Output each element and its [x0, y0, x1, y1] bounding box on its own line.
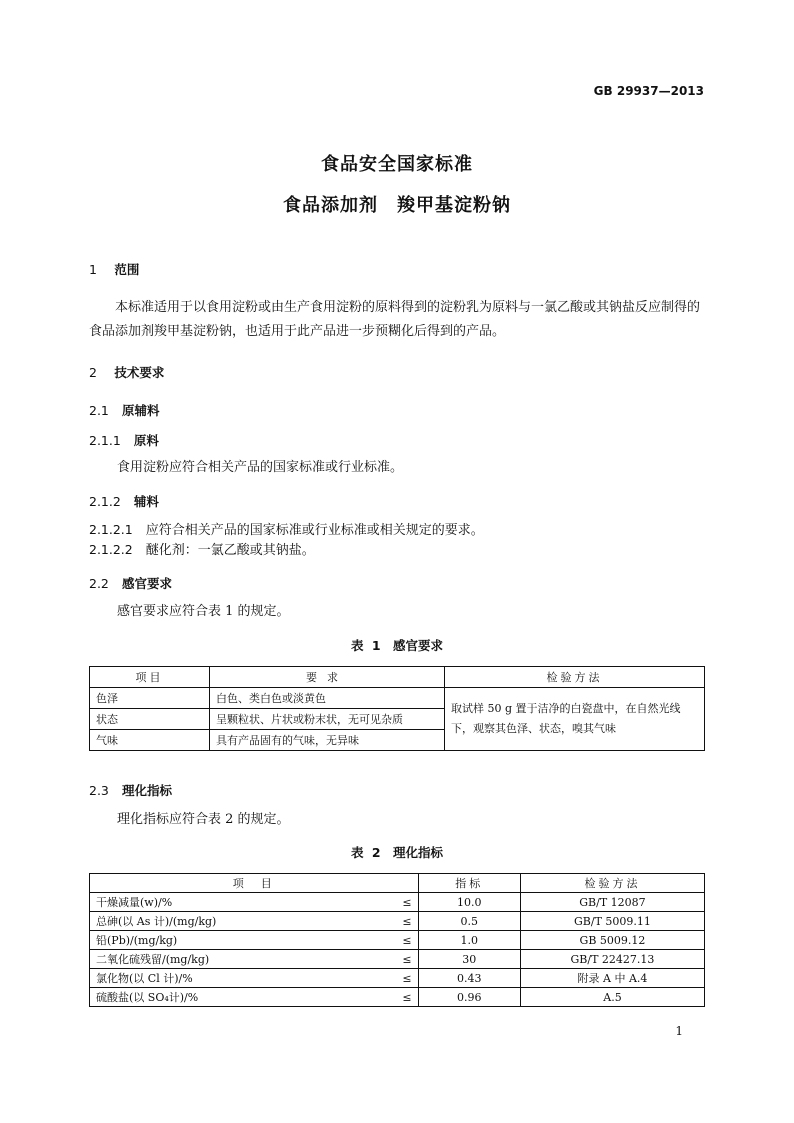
table-cell: ≤: [396, 893, 418, 912]
table-cell: 0.96: [418, 988, 520, 1007]
table-cell: 0.43: [418, 969, 520, 988]
section-2-1-1-heading: 2.1.1 原料: [89, 433, 159, 448]
table-header-cell: 要求: [210, 667, 445, 688]
table-cell: ≤: [396, 931, 418, 950]
table-cell: 0.5: [418, 912, 520, 931]
table-cell: 白色、类白色或淡黄色: [210, 688, 445, 709]
table-cell: 干燥减量(w)/%: [90, 893, 397, 912]
table-row: [90, 912, 705, 931]
doc-title-main: 食品安全国家标准: [321, 154, 473, 175]
table-row: [90, 969, 705, 988]
page-number: 1: [675, 1024, 683, 1038]
table-cell: 总砷(以 As 计)/(mg/kg): [90, 912, 397, 931]
table-cell: 气味: [90, 730, 210, 751]
table-cell: 呈颗粒状、片状或粉末状，无可见杂质: [210, 709, 445, 730]
table-cell: 1.0: [418, 931, 520, 950]
table-cell: 状态: [90, 709, 210, 730]
table-header-row: [90, 667, 705, 688]
table-cell: 铅(Pb)/(mg/kg): [90, 931, 397, 950]
table-cell: 具有产品固有的气味，无异味: [210, 730, 445, 751]
table-cell: 附录 A 中 A.4: [520, 969, 704, 988]
table-cell: ≤: [396, 969, 418, 988]
table-cell: 硫酸盐(以 SO₄计)/%: [90, 988, 397, 1007]
physicochemical-table: [89, 873, 705, 1007]
table-1-caption: 表 1 感官要求: [350, 638, 444, 653]
table-cell: 色泽: [90, 688, 210, 709]
table-cell: 氯化物(以 Cl 计)/%: [90, 969, 397, 988]
table-2-caption: 表 2 理化指标: [350, 845, 444, 860]
table-cell: ≤: [396, 950, 418, 969]
table-cell: 10.0: [418, 893, 520, 912]
section-2-1-2-2: 2.1.2.2 醚化剂：一氯乙酸或其钠盐。: [89, 542, 315, 558]
table-row: [90, 893, 705, 912]
section-2-1-2-heading: 2.1.2 辅料: [89, 494, 159, 509]
section-2-2-body: 感官要求应符合表 1 的规定。: [117, 604, 290, 619]
sensory-table: [89, 666, 705, 751]
section-2-1-heading: 2.1 原辅料: [89, 403, 160, 418]
table-cell: A.5: [520, 988, 704, 1007]
section-2-2-heading: 2.2 感官要求: [89, 576, 172, 591]
table-cell: ≤: [396, 988, 418, 1007]
table-cell: GB/T 5009.11: [520, 912, 704, 931]
table-header-cell: 项目: [90, 667, 210, 688]
table-row: [90, 988, 705, 1007]
table-header-cell: 检验方法: [445, 667, 705, 688]
table-header-cell: 检验方法: [520, 874, 704, 893]
table-row: [90, 688, 705, 709]
table-header-row: [90, 874, 705, 893]
table-header-cell: 指标: [418, 874, 520, 893]
section-2-3-heading: 2.3 理化指标: [89, 783, 172, 798]
doc-title-sub: 食品添加剂 羧甲基淀粉钠: [283, 195, 511, 216]
section-2-1-2-1: 2.1.2.1 应符合相关产品的国家标准或行业标准或相关规定的要求。: [89, 522, 484, 538]
section-1-heading: 1 范围: [89, 262, 140, 277]
table-cell: GB 5009.12: [520, 931, 704, 950]
table-row: [90, 931, 705, 950]
table-cell-method: 取试样 50 g 置于洁净的白瓷盘中，在自然光线下，观察其色泽、状态，嗅其气味: [445, 688, 705, 751]
table-cell: GB/T 22427.13: [520, 950, 704, 969]
table-cell: 30: [418, 950, 520, 969]
section-1-body: 本标准适用于以食用淀粉或由生产食用淀粉的原料得到的淀粉乳为原料与一氯乙酸或其钠盐反应制得的食品添加剂羧甲基淀粉钠，也适用于此产品进一步预糊化后得到的产品。: [89, 300, 701, 339]
section-2-1-1-body: 食用淀粉应符合相关产品的国家标准或行业标准。: [117, 460, 404, 475]
standard-id: GB 29937—2013: [593, 84, 704, 98]
section-2-3-body: 理化指标应符合表 2 的规定。: [117, 812, 290, 827]
table-header-cell: 项 目: [90, 874, 419, 893]
section-2-heading: 2 技术要求: [89, 365, 165, 380]
table-cell: 二氧化硫残留/(mg/kg): [90, 950, 397, 969]
table-row: [90, 950, 705, 969]
table-cell: ≤: [396, 912, 418, 931]
table-cell: GB/T 12087: [520, 893, 704, 912]
